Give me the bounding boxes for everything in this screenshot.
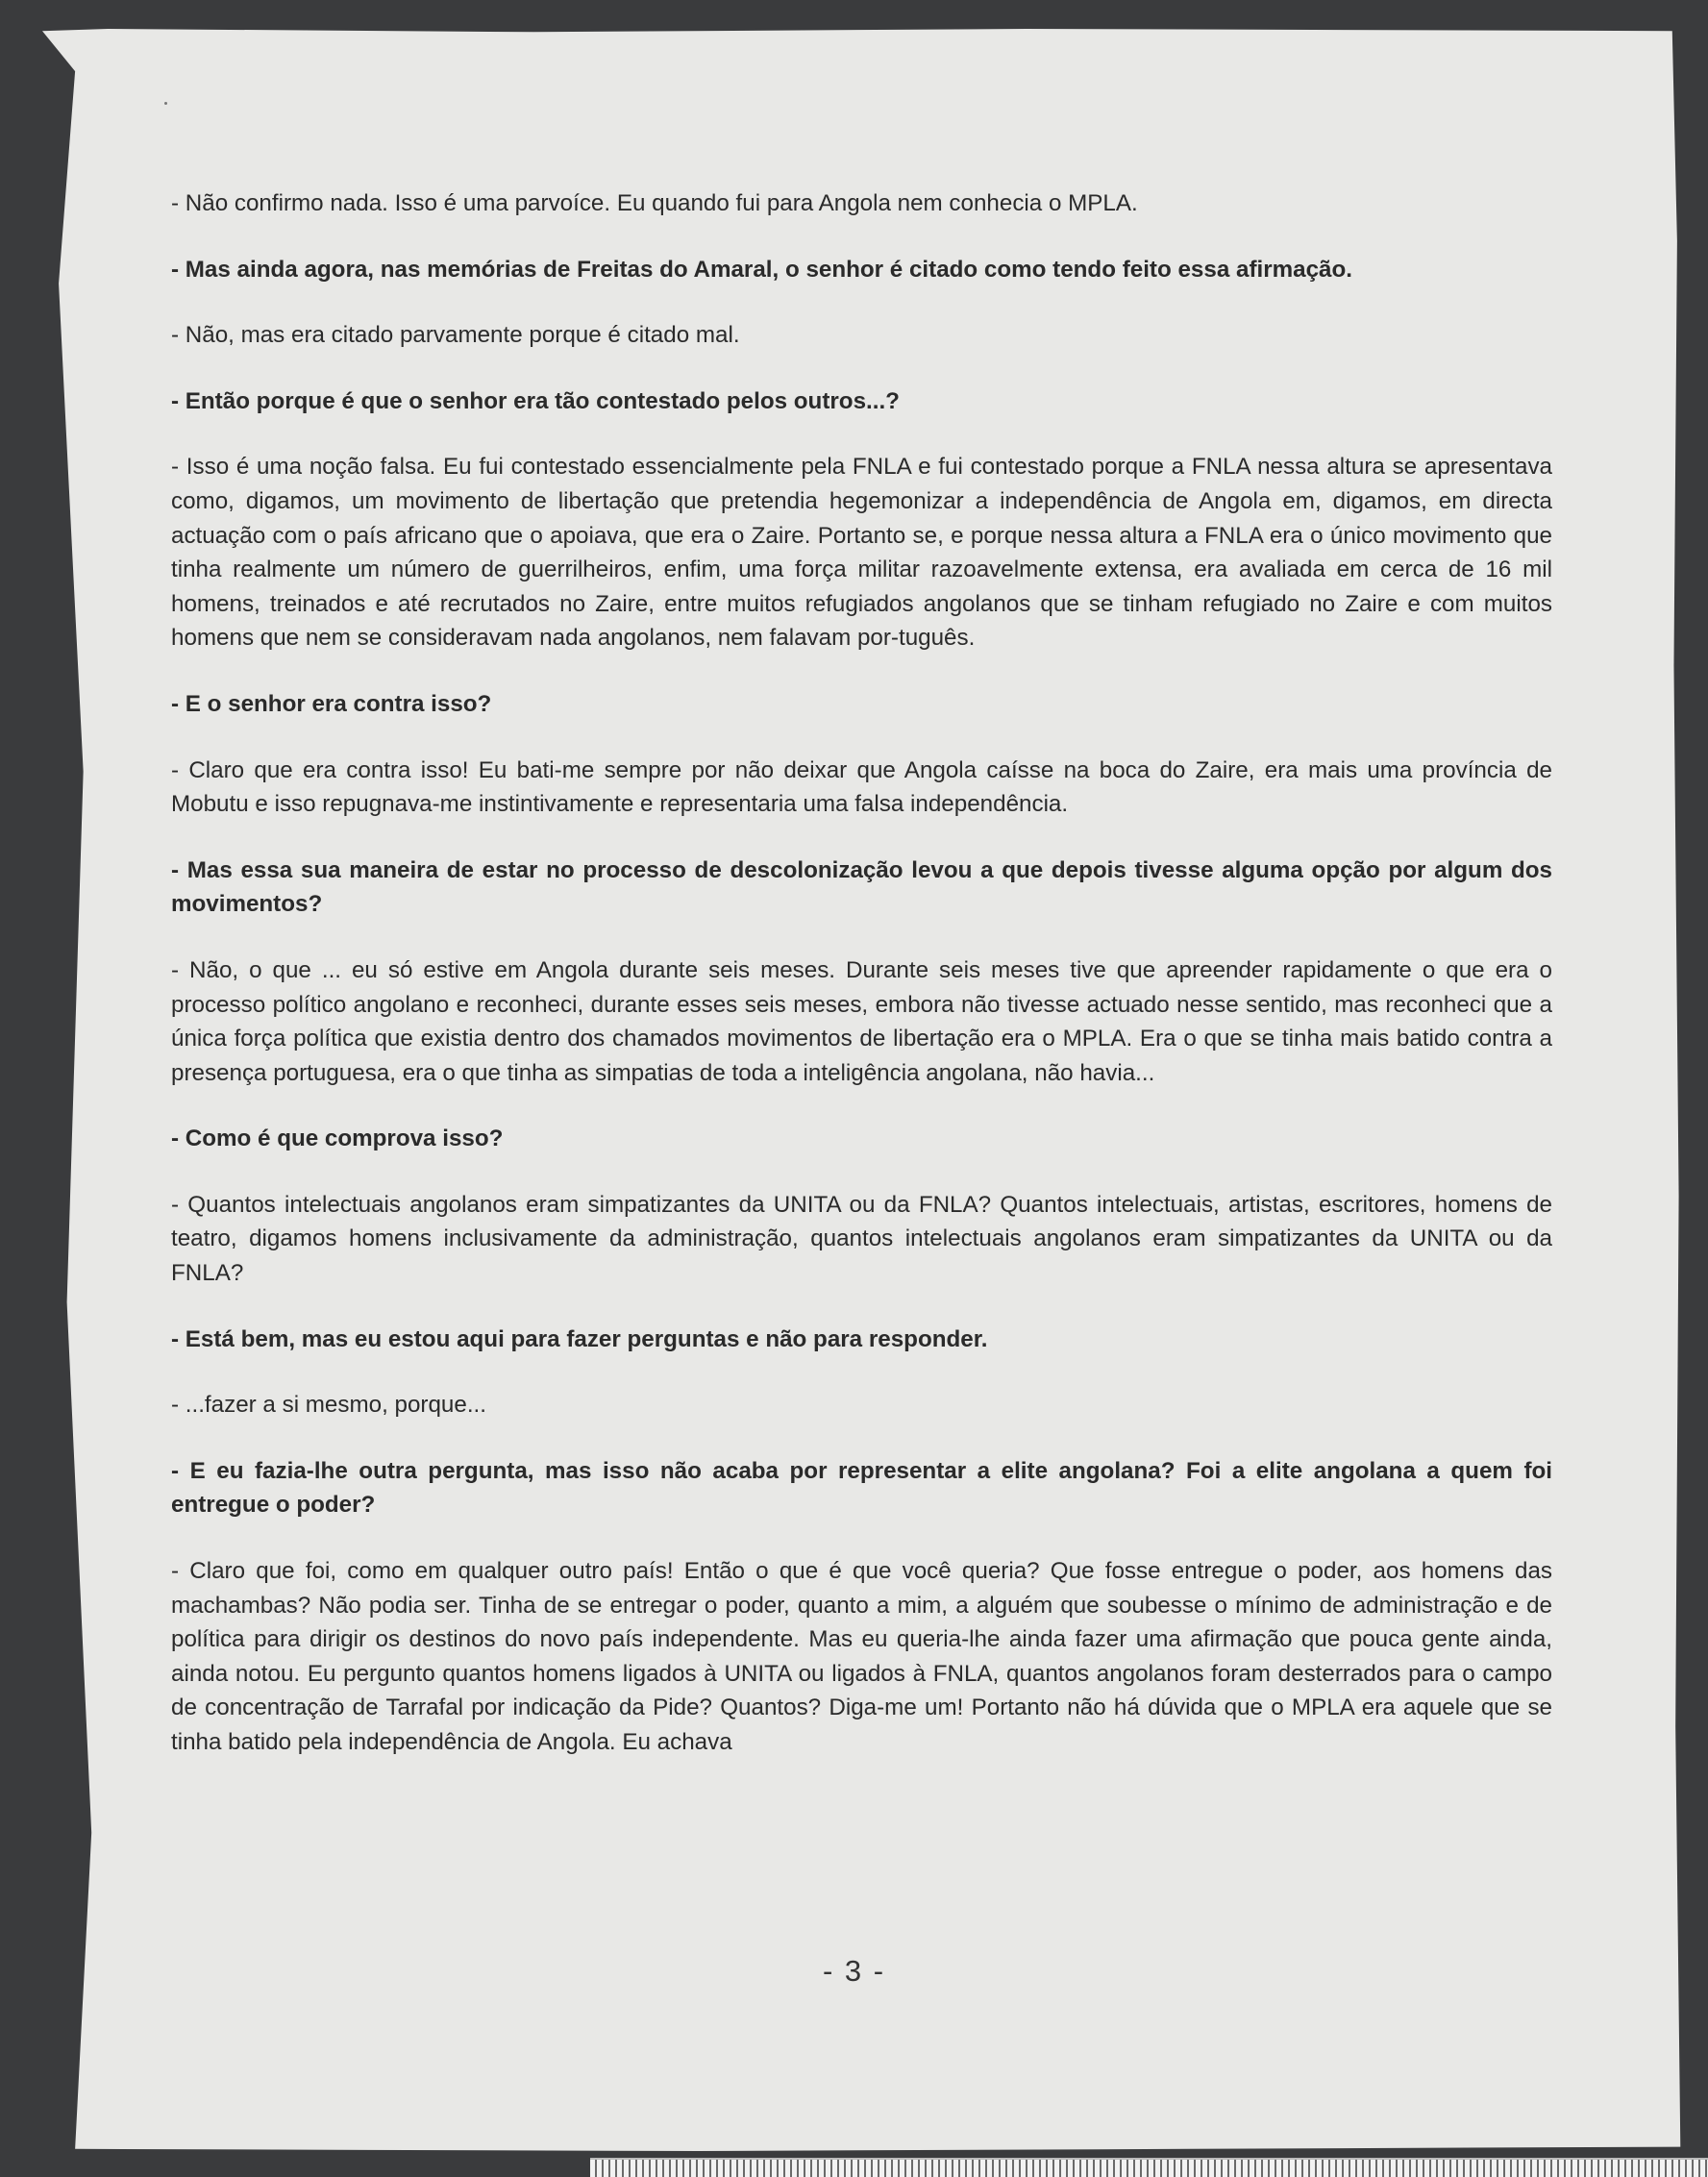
question-paragraph: - E eu fazia-lhe outra pergunta, mas isso não acaba por representar a elite angolana? Foi a elite angolana a quem foi entregue o poder? [171,1457,1552,1519]
paper-speck [164,102,167,105]
answer-paragraph: - Claro que era contra isso! Eu bati-me sempre por não deixar que Angola caísse na boca do Zaire, era mais uma província de Mobutu e isso repugnava-me instintivamente e representaria uma falsa independência. [171,756,1552,818]
answer-paragraph: - ...fazer a si mesmo, porque... [171,1392,486,1419]
page-number: - 3 - [822,1954,886,1988]
answer-paragraph: - Não confirmo nada. Isso é uma parvoíce. Eu quando fui para Angola nem conhecia o MPLA. [171,190,1138,216]
question-paragraph: - Então porque é que o senhor era tão contestado pelos outros...? [171,387,900,414]
answer-paragraph: - Não, o que ... eu só estive em Angola durante seis meses. Durante seis meses tive que apreender rapidamente o que era o processo político angolano e reconheci, durante esses seis meses, embora não tivesse actuado nesse sentido, mas reconheci que a única força política que existia dentro dos chamados movimentos de libertação era o MPLA. Era o que se tinha mais batido contra a presença portuguesa, era o que tinha as simpatias de toda a inteligência angolana, não havia... [171,956,1552,1086]
question-paragraph: - Mas ainda agora, nas memórias de Freitas do Amaral, o senhor é citado como tendo feito essa afirmação. [171,256,1353,283]
answer-paragraph: - Quantos intelectuais angolanos eram simpatizantes da UNITA ou da FNLA? Quantos intelectuais, artistas, escritores, homens de teatro, digamos homens inclusivamente da administração, quantos intelectuais angolanos eram simpatizantes da UNITA ou da FNLA? [171,1191,1552,1287]
color-scale-bar [590,2158,1708,2177]
answer-paragraph: - Não, mas era citado parvamente porque é citado mal. [171,322,740,349]
answer-paragraph: - Isso é uma noção falsa. Eu fui contestado essencialmente pela FNLA e fui contestado porque a FNLA nessa altura se apresentava como, digamos, um movimento de libertação que pretendia hegemonizar a independência de Angola em, digamos, em directa actuação com o país africano que o apoiava, que era o Zaire. Portanto se, e porque nessa altura a FNLA era o único movimento que tinha realmente um número de guerrilheiros, enfim, uma força militar razoavelmente extensa, era avaliada em cerca de 16 mil homens, treinados e até recrutados no Zaire, entre muitos refugiados angolanos que se tinham refugiado no Zaire e com muitos homens que nem se consideravam nada angolanos, nem falavam por-tuguês. [171,454,1552,652]
question-paragraph: - Mas essa sua maneira de estar no processo de descolonização levou a que depois tivesse alguma opção por algum dos movimentos? [171,856,1552,918]
question-paragraph: - Como é que comprova isso? [171,1126,504,1152]
interview-transcript [171,186,1552,1792]
question-paragraph: - Está bem, mas eu estou aqui para fazer perguntas e não para responder. [171,1325,988,1352]
answer-paragraph: - Claro que foi, como em qualquer outro país! Então o que é que você queria? Que fosse entregue o poder, aos homens das machambas? Não podia ser. Tinha de se entregar o poder, quanto a mim, a alguém que soubesse o mínimo de administração e de política para dirigir os destinos do novo país independente. Mas eu queria-lhe ainda fazer uma afirmação que pouca gente ainda, ainda notou. Eu pergunto quantos homens ligados à UNITA ou ligados à FNLA, quantos angolanos foram desterrados para o campo de concentração de Tarrafal por indicação da Pide? Quantos? Diga-me um! Portanto não há dúvida que o MPLA era aquele que se tinha batido pela independência de Angola. Eu achava [171,1558,1552,1755]
question-paragraph: - E o senhor era contra isso? [171,690,492,717]
